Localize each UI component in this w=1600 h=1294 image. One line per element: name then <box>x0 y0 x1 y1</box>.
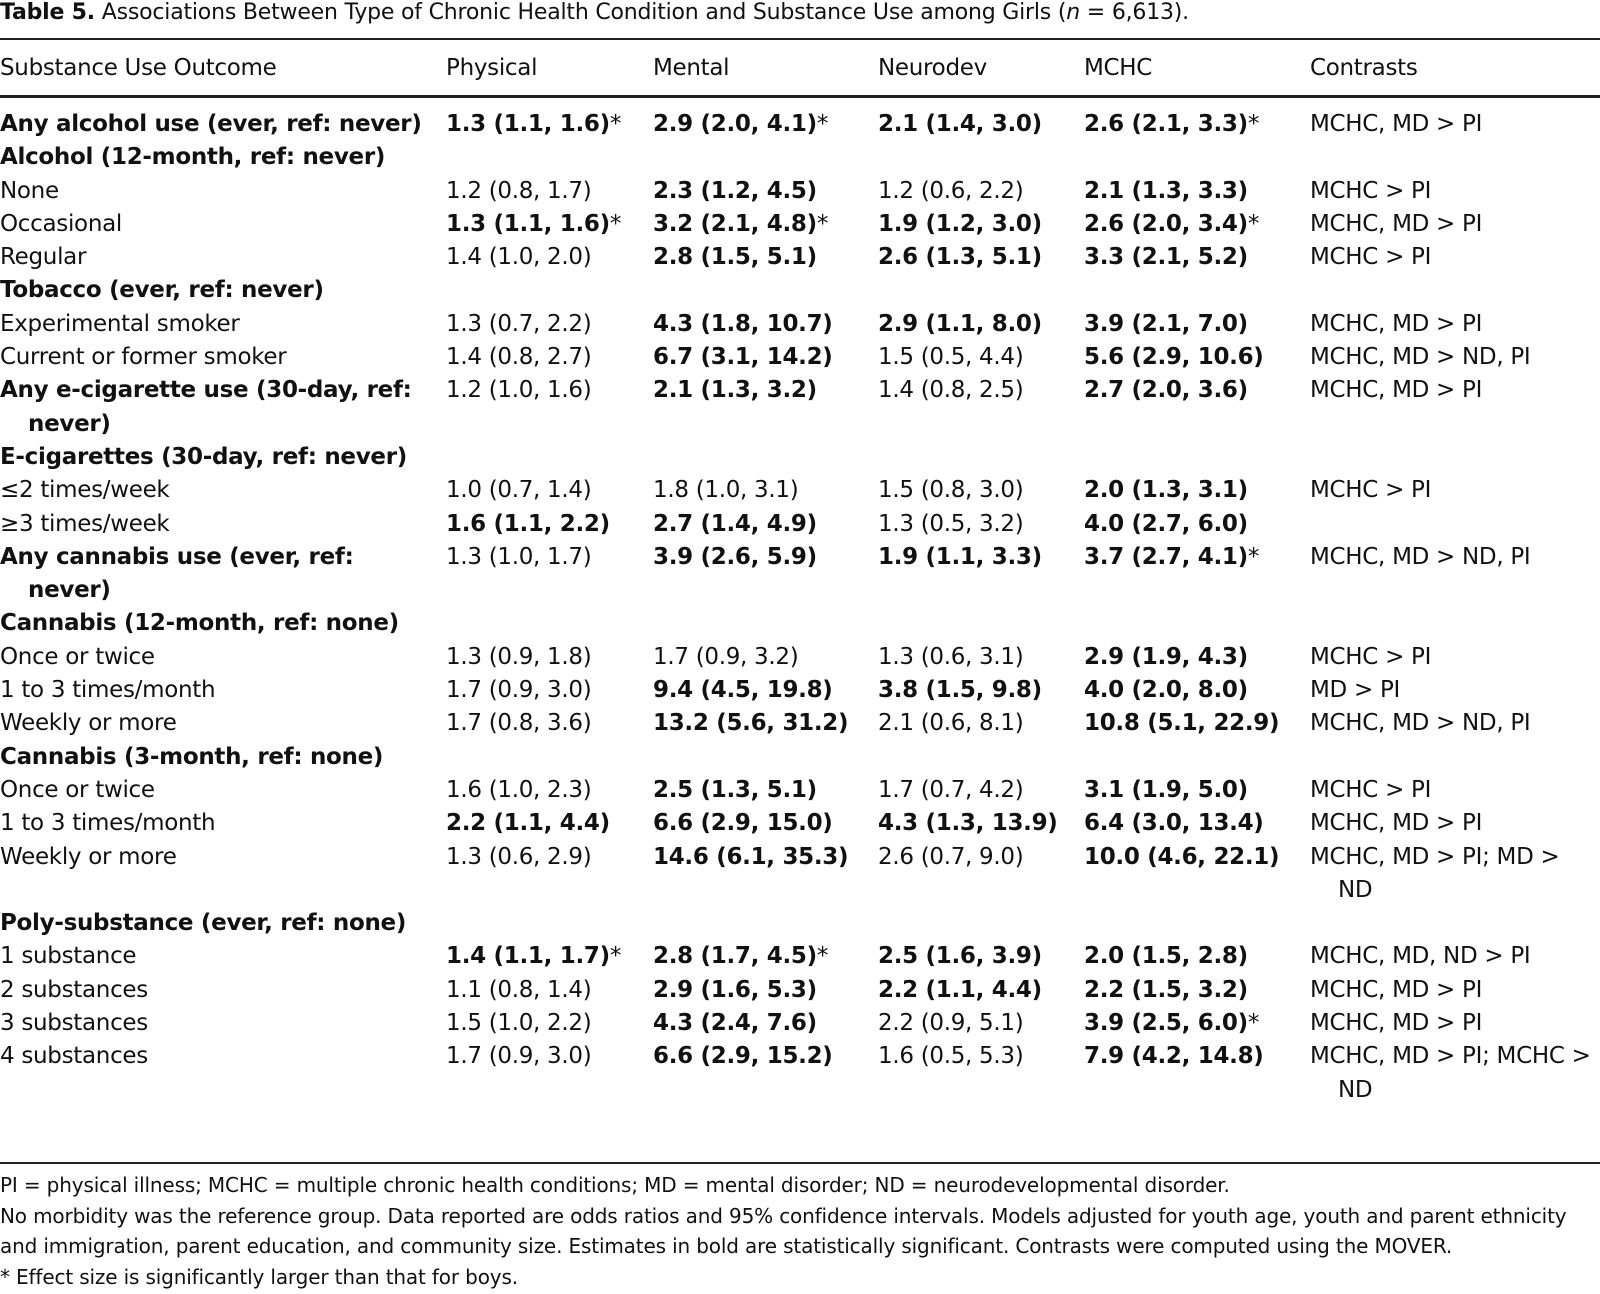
estimate-cell <box>1084 175 1310 208</box>
estimate-value: 4.3 (1.8, 10.7) <box>653 310 833 337</box>
table-caption <box>0 0 1600 26</box>
estimate-value: 1.5 (1.0, 2.2) <box>446 1010 592 1037</box>
estimate-cell <box>878 308 1084 341</box>
estimate-value: 2.7 (1.4, 4.9) <box>653 510 817 537</box>
estimate-cell <box>653 707 878 740</box>
table-row <box>0 741 1600 774</box>
row-label: Once or twice <box>0 776 155 803</box>
contrast-cell: MCHC, MD, ND > PI <box>1310 943 1531 970</box>
table-row <box>0 241 1600 274</box>
table-row <box>0 541 1600 608</box>
estimate-value: 1.9 (1.1, 3.3) <box>878 543 1042 570</box>
row-label: Any alcohol use (ever, ref: never) <box>0 111 422 137</box>
estimate-cell <box>878 807 1084 840</box>
row-label: ≤2 times/week <box>0 477 170 504</box>
contrast-cell: MCHC, MD > ND, PI <box>1310 543 1531 570</box>
estimate-cell <box>878 1040 1084 1107</box>
estimate-cell <box>653 974 878 1007</box>
estimate-value: 6.6 (2.9, 15.2) <box>653 1043 833 1070</box>
contrast-cell: MD > PI <box>1310 677 1401 704</box>
estimate-cell <box>653 841 878 908</box>
estimate-cell <box>446 707 653 740</box>
estimate-cell <box>446 175 653 208</box>
table-row <box>0 441 1600 474</box>
estimate-value: 2.5 (1.6, 3.9) <box>878 943 1042 970</box>
estimate-cell <box>878 474 1084 507</box>
row-label: Once or twice <box>0 643 155 670</box>
estimate-cell <box>446 508 653 541</box>
estimate-value: 10.8 (5.1, 22.9) <box>1084 710 1280 737</box>
contrast-cell: MCHC > PI <box>1310 643 1432 670</box>
estimate-value: 2.5 (1.3, 5.1) <box>653 776 817 803</box>
caption-text: Associations Between Type of Chronic Health Condition and Substance Use among Girls ( <box>101 0 1067 25</box>
estimate-value: 1.2 (0.8, 1.7) <box>446 177 592 204</box>
estimate-value: 1.7 (0.7, 4.2) <box>878 776 1024 803</box>
estimate-value: 1.3 (0.7, 2.2) <box>446 310 592 337</box>
estimate-value: 2.6 (2.1, 3.3) <box>1084 111 1248 137</box>
estimate-cell <box>446 641 653 674</box>
row-label: Experimental smoker <box>0 310 240 337</box>
estimate-value: 2.1 (0.6, 8.1) <box>878 710 1024 737</box>
estimate-value: 1.5 (0.5, 4.4) <box>878 344 1024 371</box>
significance-asterisk: * <box>816 111 829 137</box>
estimate-value: 1.6 (1.0, 2.3) <box>446 776 592 803</box>
estimate-value: 2.6 (0.7, 9.0) <box>878 843 1024 870</box>
estimate-value: 2.3 (1.2, 4.5) <box>653 177 817 204</box>
contrast-cell: MCHC > PI <box>1310 244 1432 271</box>
row-label: 1 to 3 times/month <box>0 810 216 837</box>
estimate-value: 2.2 (1.5, 3.2) <box>1084 976 1248 1003</box>
row-label: Cannabis (12-month, ref: none) <box>0 610 399 637</box>
estimate-cell <box>878 841 1084 908</box>
estimate-cell <box>1084 607 1310 640</box>
estimate-value: 4.3 (1.3, 13.9) <box>878 810 1058 837</box>
estimate-cell <box>878 1007 1084 1040</box>
estimate-cell <box>1084 241 1310 274</box>
column-header: Substance Use Outcome <box>0 55 277 81</box>
estimate-cell <box>446 774 653 807</box>
estimate-value: 3.9 (2.6, 5.9) <box>653 543 817 570</box>
estimate-cell <box>1084 940 1310 973</box>
row-label: 1 to 3 times/month <box>0 677 216 704</box>
estimate-value: 1.3 (0.5, 3.2) <box>878 510 1024 537</box>
contrast-cell: MCHC, MD > PI <box>1310 210 1483 237</box>
estimate-value: 1.3 (0.6, 3.1) <box>878 643 1024 670</box>
estimate-value: 2.7 (2.0, 3.6) <box>1084 377 1248 404</box>
table-row <box>0 1007 1600 1040</box>
estimate-value: 3.9 (2.5, 6.0) <box>1084 1010 1248 1037</box>
contrast-cell: MCHC > PI <box>1310 477 1432 504</box>
estimate-cell <box>1084 274 1310 307</box>
estimate-cell <box>1084 541 1310 608</box>
table-row <box>0 474 1600 507</box>
row-label: Any e-cigarette use (30-day, ref: never) <box>0 377 412 437</box>
estimate-cell <box>653 141 878 174</box>
estimate-cell <box>446 907 653 940</box>
estimate-value: 1.7 (0.9, 3.0) <box>446 1043 592 1070</box>
estimate-cell <box>878 541 1084 608</box>
estimate-cell <box>653 674 878 707</box>
contrast-cell: MCHC, MD > PI; MD > ND <box>1310 843 1560 903</box>
estimate-cell <box>446 807 653 840</box>
abbreviations-note: PI = physical illness; MCHC = multiple chronic health conditions; MD = mental disorder; ND = neurodevelopmental disorder. <box>0 1173 1230 1197</box>
contrast-cell: MCHC, MD > PI <box>1310 111 1483 137</box>
estimate-cell <box>878 508 1084 541</box>
estimate-value: 1.7 (0.9, 3.2) <box>653 643 799 670</box>
estimate-value: 3.1 (1.9, 5.0) <box>1084 776 1248 803</box>
estimate-value: 1.9 (1.2, 3.0) <box>878 210 1042 237</box>
estimate-cell <box>446 241 653 274</box>
table-row <box>0 274 1600 307</box>
estimate-value: 2.1 (1.3, 3.2) <box>653 377 817 404</box>
caption-n-value: = 6,613). <box>1080 0 1189 25</box>
estimate-value: 6.6 (2.9, 15.0) <box>653 810 833 837</box>
estimate-cell <box>878 940 1084 973</box>
column-header: Physical <box>446 55 538 81</box>
estimate-value: 1.2 (1.0, 1.6) <box>446 377 592 404</box>
significance-asterisk: * <box>816 210 829 237</box>
estimate-value: 9.4 (4.5, 19.8) <box>653 677 833 704</box>
estimate-cell <box>653 274 878 307</box>
contrast-cell: MCHC, MD > PI <box>1310 810 1483 837</box>
estimate-cell <box>878 607 1084 640</box>
estimate-cell <box>1084 774 1310 807</box>
estimate-cell <box>878 741 1084 774</box>
contrast-cell: MCHC > PI <box>1310 776 1432 803</box>
estimate-cell <box>446 374 653 441</box>
estimate-value: 3.7 (2.7, 4.1) <box>1084 543 1248 570</box>
row-label: 1 substance <box>0 943 137 970</box>
table-row <box>0 208 1600 241</box>
estimate-value: 1.3 (0.9, 1.8) <box>446 643 592 670</box>
estimate-cell <box>653 441 878 474</box>
contrast-cell: MCHC, MD > PI <box>1310 1010 1483 1037</box>
estimate-cell <box>878 374 1084 441</box>
estimate-cell <box>446 208 653 241</box>
estimate-cell <box>878 100 1084 141</box>
estimate-cell <box>653 100 878 141</box>
estimate-value: 2.9 (2.0, 4.1) <box>653 111 817 137</box>
estimate-cell <box>653 807 878 840</box>
estimate-cell <box>446 141 653 174</box>
table-row <box>0 341 1600 374</box>
estimate-cell <box>446 100 653 141</box>
estimate-cell <box>653 607 878 640</box>
row-label: Any cannabis use (ever, ref: never) <box>0 543 354 604</box>
estimate-cell <box>1084 208 1310 241</box>
asterisk-note: * Effect size is significantly larger than that for boys. <box>0 1264 518 1289</box>
estimate-cell <box>1084 641 1310 674</box>
estimate-value: 1.3 (1.1, 1.6) <box>446 210 610 237</box>
estimate-value: 4.0 (2.7, 6.0) <box>1084 510 1248 537</box>
significance-asterisk: * <box>609 943 622 970</box>
estimate-value: 3.8 (1.5, 9.8) <box>878 677 1042 704</box>
table-row <box>0 974 1600 1007</box>
estimate-value: 13.2 (5.6, 31.2) <box>653 710 849 737</box>
contrast-cell: MCHC, MD > PI <box>1310 976 1483 1003</box>
estimate-cell <box>1084 674 1310 707</box>
top-rule <box>0 38 1600 40</box>
estimate-value: 14.6 (6.1, 35.3) <box>653 843 849 870</box>
estimate-value: 2.8 (1.5, 5.1) <box>653 244 817 271</box>
table-row <box>0 175 1600 208</box>
table-row <box>0 907 1600 940</box>
estimate-value: 1.4 (0.8, 2.7) <box>446 344 592 371</box>
estimate-cell <box>1084 508 1310 541</box>
contrast-cell <box>1310 907 1600 940</box>
table-notes <box>0 1170 1600 1292</box>
significance-asterisk: * <box>1247 543 1260 570</box>
contrast-cell <box>1310 607 1600 640</box>
estimate-value: 2.9 (1.9, 4.3) <box>1084 643 1248 670</box>
header-row <box>0 48 1600 100</box>
estimate-cell <box>878 241 1084 274</box>
row-label: Alcohol (12-month, ref: never) <box>0 144 386 171</box>
estimate-cell <box>1084 974 1310 1007</box>
estimate-value: 4.3 (2.4, 7.6) <box>653 1010 817 1037</box>
estimate-cell <box>878 274 1084 307</box>
estimate-value: 1.0 (0.7, 1.4) <box>446 477 592 504</box>
estimate-cell <box>1084 741 1310 774</box>
estimate-cell <box>653 374 878 441</box>
estimate-value: 1.1 (0.8, 1.4) <box>446 976 592 1003</box>
table-row <box>0 774 1600 807</box>
estimate-value: 2.8 (1.7, 4.5) <box>653 943 817 970</box>
row-label: ≥3 times/week <box>0 510 170 537</box>
methods-note: No morbidity was the reference group. Data reported are odds ratios and 95% confidence intervals. Models adjusted for youth age, youth and parent ethnicity and immigration, parent education, and community size. Estimates in bold are statistically significant. Contrasts were computed using the MOVER. <box>0 1203 1567 1258</box>
significance-asterisk: * <box>609 111 622 137</box>
column-header: MCHC <box>1084 55 1153 81</box>
estimate-value: 1.4 (1.1, 1.7) <box>446 943 610 970</box>
estimate-cell <box>446 607 653 640</box>
table-row <box>0 508 1600 541</box>
column-header: Contrasts <box>1310 55 1418 81</box>
table-row <box>0 374 1600 441</box>
estimate-value: 1.4 (1.0, 2.0) <box>446 244 592 271</box>
estimate-cell <box>878 641 1084 674</box>
row-label: 3 substances <box>0 1010 148 1037</box>
contrast-cell: MCHC, MD > PI <box>1310 310 1483 337</box>
estimate-cell <box>653 641 878 674</box>
estimate-value: 1.8 (1.0, 3.1) <box>653 477 799 504</box>
estimate-cell <box>446 474 653 507</box>
estimate-value: 2.6 (1.3, 5.1) <box>878 244 1042 271</box>
row-label: Weekly or more <box>0 843 177 870</box>
estimate-value: 6.4 (3.0, 13.4) <box>1084 810 1264 837</box>
row-label: 4 substances <box>0 1043 148 1070</box>
estimate-value: 5.6 (2.9, 10.6) <box>1084 344 1264 371</box>
estimate-value: 6.7 (3.1, 14.2) <box>653 344 833 371</box>
estimate-cell <box>653 474 878 507</box>
estimate-cell <box>446 741 653 774</box>
estimate-cell <box>1084 341 1310 374</box>
column-header: Neurodev <box>878 55 987 81</box>
significance-asterisk: * <box>609 210 622 237</box>
estimate-value: 1.5 (0.8, 3.0) <box>878 477 1024 504</box>
estimate-value: 2.1 (1.3, 3.3) <box>1084 177 1248 204</box>
estimate-value: 10.0 (4.6, 22.1) <box>1084 843 1280 870</box>
estimate-value: 1.3 (1.1, 1.6) <box>446 111 610 137</box>
row-label: None <box>0 177 59 204</box>
contrast-cell <box>1310 441 1600 474</box>
estimate-cell <box>446 974 653 1007</box>
estimate-cell <box>446 441 653 474</box>
estimate-value: 2.9 (1.6, 5.3) <box>653 976 817 1003</box>
contrast-cell <box>1310 274 1600 307</box>
estimate-value: 1.3 (0.6, 2.9) <box>446 843 592 870</box>
table-row <box>0 141 1600 174</box>
table-row <box>0 641 1600 674</box>
table-label: Table 5. <box>0 0 95 25</box>
estimate-cell <box>1084 907 1310 940</box>
row-label: Regular <box>0 244 87 271</box>
contrast-cell <box>1310 741 1600 774</box>
estimate-cell <box>653 208 878 241</box>
table-row <box>0 308 1600 341</box>
estimate-cell <box>446 940 653 973</box>
estimate-value: 1.2 (0.6, 2.2) <box>878 177 1024 204</box>
contrast-cell <box>1310 508 1600 541</box>
estimate-cell <box>1084 141 1310 174</box>
significance-asterisk: * <box>1247 210 1260 237</box>
significance-asterisk: * <box>816 943 829 970</box>
table-body <box>0 100 1600 1107</box>
estimate-cell <box>1084 1007 1310 1040</box>
contrast-cell: MCHC, MD > PI; MCHC > ND <box>1310 1043 1591 1103</box>
table-row <box>0 674 1600 707</box>
estimate-cell <box>878 141 1084 174</box>
estimate-cell <box>878 441 1084 474</box>
contrast-cell: MCHC, MD > PI <box>1310 377 1483 404</box>
estimate-cell <box>878 674 1084 707</box>
estimate-value: 2.2 (1.1, 4.4) <box>446 810 610 837</box>
contrast-cell: MCHC, MD > ND, PI <box>1310 710 1531 737</box>
estimate-cell <box>1084 308 1310 341</box>
column-header: Mental <box>653 55 730 81</box>
estimate-cell <box>653 541 878 608</box>
row-label: Occasional <box>0 210 122 237</box>
estimate-cell <box>878 974 1084 1007</box>
significance-asterisk: * <box>1247 1010 1260 1037</box>
estimate-cell <box>1084 100 1310 141</box>
estimate-value: 4.0 (2.0, 8.0) <box>1084 677 1248 704</box>
table-row <box>0 607 1600 640</box>
estimate-cell <box>653 907 878 940</box>
table-row <box>0 707 1600 740</box>
estimate-cell <box>1084 441 1310 474</box>
estimate-value: 7.9 (4.2, 14.8) <box>1084 1043 1264 1070</box>
estimate-cell <box>1084 374 1310 441</box>
row-label: Cannabis (3-month, ref: none) <box>0 743 384 770</box>
estimate-cell <box>653 308 878 341</box>
estimate-cell <box>1084 707 1310 740</box>
significance-asterisk: * <box>1247 111 1260 137</box>
estimate-value: 1.6 (1.1, 2.2) <box>446 510 610 537</box>
estimate-value: 2.9 (1.1, 8.0) <box>878 310 1042 337</box>
row-label: E-cigarettes (30-day, ref: never) <box>0 443 407 470</box>
contrast-cell: MCHC > PI <box>1310 177 1432 204</box>
estimate-value: 2.0 (1.3, 3.1) <box>1084 477 1248 504</box>
row-label: Poly-substance (ever, ref: none) <box>0 910 407 937</box>
contrast-cell: MCHC, MD > ND, PI <box>1310 344 1531 371</box>
estimate-cell <box>653 940 878 973</box>
estimate-cell <box>878 341 1084 374</box>
estimate-cell <box>653 508 878 541</box>
estimate-value: 2.0 (1.5, 2.8) <box>1084 943 1248 970</box>
estimate-cell <box>653 241 878 274</box>
estimate-value: 3.3 (2.1, 5.2) <box>1084 244 1248 271</box>
estimate-value: 1.4 (0.8, 2.5) <box>878 377 1024 404</box>
estimate-cell <box>653 341 878 374</box>
table-row <box>0 841 1600 908</box>
estimate-value: 1.7 (0.9, 3.0) <box>446 677 592 704</box>
estimate-cell <box>446 1007 653 1040</box>
estimate-cell <box>446 541 653 608</box>
table-row <box>0 807 1600 840</box>
estimate-cell <box>653 175 878 208</box>
estimate-cell <box>1084 474 1310 507</box>
estimate-cell <box>878 907 1084 940</box>
table-row <box>0 1040 1600 1107</box>
estimate-cell <box>446 841 653 908</box>
estimate-value: 3.2 (2.1, 4.8) <box>653 210 817 237</box>
estimate-cell <box>1084 807 1310 840</box>
estimate-value: 2.1 (1.4, 3.0) <box>878 111 1042 137</box>
estimate-cell <box>878 707 1084 740</box>
estimate-cell <box>878 774 1084 807</box>
bottom-rule <box>0 1162 1600 1164</box>
estimate-cell <box>653 1007 878 1040</box>
table-row <box>0 940 1600 973</box>
estimate-cell <box>1084 841 1310 908</box>
estimate-cell <box>446 308 653 341</box>
estimate-cell <box>878 175 1084 208</box>
estimate-cell <box>653 741 878 774</box>
estimate-value: 1.3 (1.0, 1.7) <box>446 543 592 570</box>
estimate-cell <box>446 674 653 707</box>
row-label: 2 substances <box>0 976 148 1003</box>
estimate-cell <box>446 341 653 374</box>
estimate-cell <box>1084 1040 1310 1107</box>
estimate-value: 1.7 (0.8, 3.6) <box>446 710 592 737</box>
estimate-cell <box>446 274 653 307</box>
row-label: Tobacco (ever, ref: never) <box>0 277 324 304</box>
estimate-value: 2.2 (1.1, 4.4) <box>878 976 1042 1003</box>
contrast-cell <box>1310 141 1600 174</box>
estimate-cell <box>878 208 1084 241</box>
row-label: Current or former smoker <box>0 344 287 371</box>
estimate-cell <box>446 1040 653 1107</box>
estimate-cell <box>653 774 878 807</box>
estimate-value: 3.9 (2.1, 7.0) <box>1084 310 1248 337</box>
table-row <box>0 100 1600 141</box>
estimate-value: 2.2 (0.9, 5.1) <box>878 1010 1024 1037</box>
results-table <box>0 48 1600 1107</box>
estimate-value: 2.6 (2.0, 3.4) <box>1084 210 1248 237</box>
row-label: Weekly or more <box>0 710 177 737</box>
estimate-value: 1.6 (0.5, 5.3) <box>878 1043 1024 1070</box>
caption-n-symbol: n <box>1066 0 1080 25</box>
estimate-cell <box>653 1040 878 1107</box>
